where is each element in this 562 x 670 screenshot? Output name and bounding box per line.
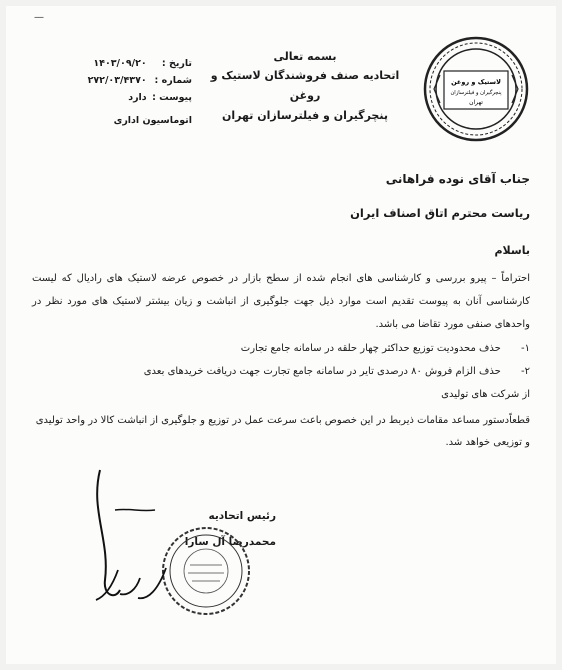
union-seal-logo [422, 35, 530, 143]
letterhead [200, 48, 410, 126]
list-item-continuation: از شرکت های تولیدی [441, 389, 530, 400]
paragraph-2: قطعاًدستور مساعد مقامات ذیربط در این خصوص باعث سرعت عمل در توزیع و جلوگیری از انباشت کالا در واحد تولیدی و توزیعی خواهد شد. [35, 415, 530, 448]
basmala: بسمه تعالی [273, 50, 337, 63]
letter-meta [87, 55, 192, 129]
recipient-title: ریاست محترم اتاق اصناف ایران [350, 206, 530, 220]
meta-attachment-value: دارد [128, 92, 147, 103]
paragraph-1: احتراماً – پیرو بررسی و کارشناسی های انجام شده از سطح بازار در خصوص عرضه لاستیک های رادیال که لیست کارشناسی آنان به پیوست تقدیم است موارد ذیل جهت جلوگیری از انباشت و زیان بیشتر لاستیک های مورد نظر در واحدهای صنفی مورد تقاضا می باشد. [32, 273, 530, 330]
list-item-text: حذف الزام فروش ۸۰ درصدی تایر در سامانه جامع تجارت جهت دریافت خریدهای بعدی [143, 366, 501, 377]
meta-date [92, 55, 192, 72]
meta-number-value: ۲۷۲/۰۳/۴۳۷۰ [87, 75, 147, 86]
meta-number-label: شماره : [154, 75, 192, 86]
signer-title: رئیس اتحادیه [208, 510, 276, 522]
seal-line1: لاستیک و روغن [451, 78, 501, 86]
seal-line2: پنچرگیران و فیلترسازان [450, 90, 502, 96]
automation-label: اتوماسیون اداری [113, 115, 192, 126]
list-item [32, 337, 530, 360]
meta-date-value: ۱۴۰۳/۰۹/۲۰ [93, 58, 147, 69]
meta-date-label: تاریخ : [161, 58, 192, 69]
letterhead-line1: اتحادیه صنف فروشندگان لاستیک و روغن [210, 69, 400, 102]
list-item-number: ۱- [521, 343, 530, 354]
seal-line3: تهران [469, 99, 483, 106]
recipient: جناب آقای نوده فراهانی [385, 172, 530, 186]
letterhead-line2: پنچرگیران و فیلترسازان تهران [222, 109, 388, 122]
list-item [32, 360, 530, 383]
list-item-text: حذف محدودیت توزیع حداکثر چهار حلقه در سامانه جامع تجارت [240, 343, 501, 354]
meta-attachment [92, 89, 192, 106]
signer-name: محمدرضا آل سارا [184, 536, 276, 548]
meta-attachment-label: پیوست : [152, 92, 192, 103]
corner-mark: — [34, 12, 44, 23]
handwritten-signature [88, 560, 178, 610]
greeting: باسلام [494, 244, 530, 257]
meta-number [87, 72, 192, 89]
request-list [32, 337, 530, 406]
letter-body [32, 172, 530, 454]
list-item-number: ۲- [521, 366, 530, 377]
